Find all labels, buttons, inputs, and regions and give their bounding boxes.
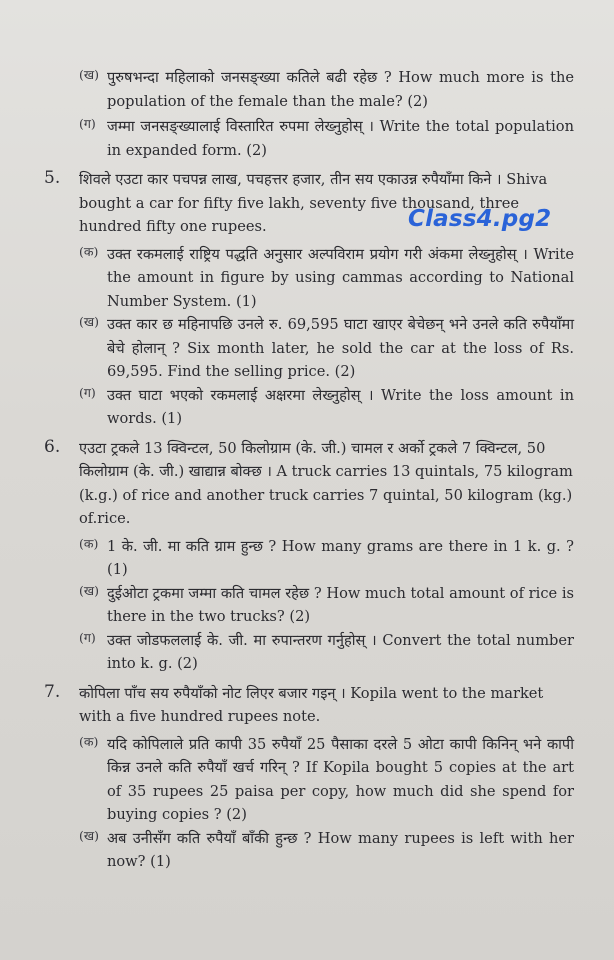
sub-label: (ख) <box>79 314 99 329</box>
sub-label: (ग) <box>79 384 96 400</box>
question-number: 7. <box>44 681 61 702</box>
q7-sub-kha <box>79 827 574 874</box>
q6-sub-ga <box>79 629 574 676</box>
question-number: 5. <box>44 168 61 188</box>
question-5 <box>44 168 574 239</box>
watermark: Class4.pg2 <box>408 206 552 232</box>
sub-text: यदि कोपिलाले प्रति कापी 35 रुपैयाँ 25 पैसाका दरले 5 ओटा कापी किनिन् भने कापी किन्न उनले कति रुपैयाँ खर्च गरिन् ? If Kopila bought 5 copies at the art of 35 rupees 25 paisa per copy, how much did she spend for buying copies ? (2) <box>107 735 574 823</box>
sub-text: उक्त रकमलाई राष्ट्रिय पद्धति अनुसार अल्पविराम प्रयोग गरी अंकमा लेख्नुहोस् । Write the amount in figure by using cammas according to National Number System. (1) <box>107 245 574 310</box>
sub-label: (क) <box>79 243 99 259</box>
intro-sub-ga <box>79 115 574 162</box>
sub-text: उक्त घाटा भएको रकमलाई अक्षरमा लेख्नुहोस् । Write the loss amount in words. (1) <box>107 386 574 427</box>
q6-sub-kha <box>79 582 574 629</box>
q5-sub-ka <box>79 243 574 314</box>
sub-label: (क) <box>79 733 99 749</box>
sub-label: (ख) <box>79 582 99 598</box>
sub-label: (ख) <box>79 67 99 82</box>
question-text: शिवले एउटा कार पचपन्न लाख, पचहत्तर हजार, तीन सय एकाउन्न रुपैयाँमा किने । Shiva bought a car for fifty five lakh, seventy five thousand, three hundred fifty one rupees. <box>79 171 548 235</box>
sub-text: उक्त जोडफललाई के. जी. मा रुपान्तरण गर्नुहोस् । Convert the total number into k. g. (2) <box>107 631 574 672</box>
sub-text: 1 के. जी. मा कति ग्राम हुन्छ ? How many grams are there in 1 k. g. ? (1) <box>107 537 574 578</box>
intro-sub-kha <box>79 66 574 113</box>
sub-label: (ग) <box>79 116 96 131</box>
sub-label: (क) <box>79 535 99 551</box>
q5-sub-kha <box>79 313 574 384</box>
q6-sub-ka <box>79 535 574 582</box>
sub-text: जम्मा जनसङ्ख्यालाई विस्तारित रुपमा लेख्नुहोस् । Write the total population in expanded form. (2) <box>107 118 574 159</box>
sub-text: उक्त कार छ महिनापछि उनले रु. 69,595 घाटा खाएर बेचेछन् भने उनले कति रुपैयाँमा बेचे होलान् ? Six month later, he sold the car at the loss of Rs. 69,595. Find the selling price. (2) <box>107 316 574 380</box>
sub-text: पुरुषभन्दा महिलाको जनसङ्ख्या कतिले बढी रहेछ ? How much more is the population of the female than the male? (2) <box>107 69 574 110</box>
q5-sub-ga <box>79 384 574 431</box>
sub-text: दुईओटा ट्रकमा जम्मा कति चामल रहेछ ? How much total amount of rice is there in the two trucks? (2) <box>107 584 574 625</box>
q7-sub-ka <box>79 733 574 827</box>
sub-text: अब उनीसँग कति रुपैयाँ बाँकी हुन्छ ? How many rupees is left with her now? (1) <box>107 829 574 870</box>
question-text: एउटा ट्रकले 13 क्विन्टल, 50 किलोग्राम (के. जी.) चामल र अर्को ट्रकले 7 क्विन्टल, 50 किलोग्राम (के. जी.) खाद्यान्न बोक्छ । A truck carries 13 quintals, 75 kilogram (k.g.) of rice and another truck carries 7 quintal, 50 kilogram (kg.) of.rice. <box>79 439 573 527</box>
sub-label: (ग) <box>79 629 96 645</box>
question-number: 6. <box>44 436 61 457</box>
question-6 <box>44 437 574 531</box>
sub-label: (ख) <box>79 827 99 843</box>
question-text: कोपिला पाँच सय रुपैयाँको नोट लिएर बजार गइन् । Kopila went to the market with a five hundred rupees note. <box>79 684 544 725</box>
question-7 <box>44 682 574 729</box>
